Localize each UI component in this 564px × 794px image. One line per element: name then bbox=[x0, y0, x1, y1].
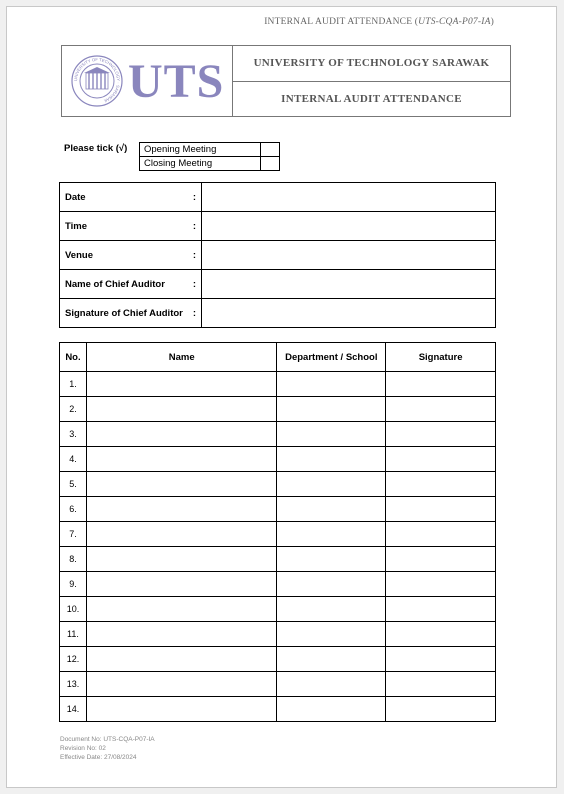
signature-cell[interactable] bbox=[386, 547, 496, 572]
department-cell[interactable] bbox=[277, 622, 386, 647]
date-field[interactable] bbox=[202, 183, 496, 212]
table-row bbox=[60, 697, 496, 722]
row-number: 5. bbox=[60, 472, 87, 497]
name-cell[interactable] bbox=[86, 372, 276, 397]
row-number: 3. bbox=[60, 422, 87, 447]
no-column-header: No. bbox=[60, 343, 87, 372]
meeting-option-row bbox=[140, 143, 280, 157]
signature-cell[interactable] bbox=[386, 422, 496, 447]
info-row-chief-auditor-name bbox=[60, 270, 496, 299]
chief-auditor-name-field[interactable] bbox=[202, 270, 496, 299]
chief-auditor-signature-label: Signature of Chief Auditor bbox=[65, 307, 183, 319]
info-row-time bbox=[60, 212, 496, 241]
department-cell[interactable] bbox=[277, 697, 386, 722]
department-cell[interactable] bbox=[277, 372, 386, 397]
effective-date: Effective Date: 27/08/2024 bbox=[60, 754, 137, 761]
row-number: 9. bbox=[60, 572, 87, 597]
name-cell[interactable] bbox=[86, 672, 276, 697]
table-row bbox=[60, 547, 496, 572]
document-reference: INTERNAL AUDIT ATTENDANCE (UTS-CQA-P07-IA) bbox=[264, 17, 494, 27]
time-label: Time bbox=[65, 220, 88, 232]
document-page bbox=[6, 6, 557, 788]
signature-cell[interactable] bbox=[386, 372, 496, 397]
title-cell bbox=[233, 46, 510, 116]
opening-meeting-label: Opening Meeting bbox=[140, 143, 261, 157]
department-cell[interactable] bbox=[277, 647, 386, 672]
name-cell[interactable] bbox=[86, 522, 276, 547]
department-cell[interactable] bbox=[277, 522, 386, 547]
document-number: Document No: UTS-CQA-P07-IA bbox=[60, 736, 155, 743]
signature-cell[interactable] bbox=[386, 522, 496, 547]
revision-number: Revision No: 02 bbox=[60, 745, 106, 752]
name-column-header: Name bbox=[86, 343, 276, 372]
colon: : bbox=[192, 278, 196, 290]
opening-meeting-checkbox[interactable] bbox=[261, 143, 280, 157]
colon: : bbox=[192, 307, 196, 319]
name-cell[interactable] bbox=[86, 422, 276, 447]
row-number: 8. bbox=[60, 547, 87, 572]
form-title: INTERNAL AUDIT ATTENDANCE bbox=[281, 92, 462, 105]
document-footer bbox=[60, 735, 155, 762]
colon: : bbox=[192, 191, 196, 203]
row-number: 7. bbox=[60, 522, 87, 547]
uts-logo: UTS bbox=[128, 55, 225, 108]
seal-text: UNIVERSITY OF TECHNOLOGY · SARAWAK bbox=[72, 56, 122, 104]
row-number: 2. bbox=[60, 397, 87, 422]
table-row bbox=[60, 372, 496, 397]
row-number: 6. bbox=[60, 497, 87, 522]
colon: : bbox=[192, 220, 196, 232]
row-number: 10. bbox=[60, 597, 87, 622]
chief-auditor-signature-field[interactable] bbox=[202, 299, 496, 328]
attendance-table bbox=[59, 342, 496, 722]
signature-cell[interactable] bbox=[386, 697, 496, 722]
department-cell[interactable] bbox=[277, 447, 386, 472]
signature-cell[interactable] bbox=[386, 672, 496, 697]
table-row bbox=[60, 647, 496, 672]
time-field[interactable] bbox=[202, 212, 496, 241]
table-row bbox=[60, 597, 496, 622]
department-cell[interactable] bbox=[277, 472, 386, 497]
audit-info-table bbox=[59, 182, 496, 328]
name-cell[interactable] bbox=[86, 447, 276, 472]
department-cell[interactable] bbox=[277, 397, 386, 422]
header-box bbox=[61, 45, 511, 117]
name-cell[interactable] bbox=[86, 697, 276, 722]
department-cell[interactable] bbox=[277, 422, 386, 447]
table-row bbox=[60, 397, 496, 422]
table-row bbox=[60, 622, 496, 647]
table-row bbox=[60, 472, 496, 497]
document-code: UTS-CQA-P07-IA bbox=[418, 17, 491, 27]
table-row bbox=[60, 447, 496, 472]
signature-cell[interactable] bbox=[386, 447, 496, 472]
row-number: 4. bbox=[60, 447, 87, 472]
signature-cell[interactable] bbox=[386, 472, 496, 497]
signature-cell[interactable] bbox=[386, 497, 496, 522]
table-row bbox=[60, 522, 496, 547]
colon: : bbox=[192, 249, 196, 261]
closing-meeting-label: Closing Meeting bbox=[140, 157, 261, 171]
row-number: 12. bbox=[60, 647, 87, 672]
row-number: 14. bbox=[60, 697, 87, 722]
name-cell[interactable] bbox=[86, 497, 276, 522]
date-label: Date bbox=[65, 191, 86, 203]
department-cell[interactable] bbox=[277, 497, 386, 522]
table-row bbox=[60, 422, 496, 447]
info-row-chief-auditor-signature bbox=[60, 299, 496, 328]
table-row bbox=[60, 497, 496, 522]
row-number: 1. bbox=[60, 372, 87, 397]
name-cell[interactable] bbox=[86, 647, 276, 672]
logo-cell bbox=[62, 46, 233, 116]
tick-instruction: Please tick (√) bbox=[64, 143, 128, 154]
signature-cell[interactable] bbox=[386, 572, 496, 597]
chief-auditor-name-label: Name of Chief Auditor bbox=[65, 278, 165, 290]
department-cell[interactable] bbox=[277, 547, 386, 572]
department-cell[interactable] bbox=[277, 672, 386, 697]
closing-meeting-checkbox[interactable] bbox=[261, 157, 280, 171]
department-column-header: Department / School bbox=[277, 343, 386, 372]
attendance-header-row bbox=[60, 343, 496, 372]
signature-cell[interactable] bbox=[386, 597, 496, 622]
name-cell[interactable] bbox=[86, 572, 276, 597]
table-row bbox=[60, 572, 496, 597]
venue-label: Venue bbox=[65, 249, 93, 261]
name-cell[interactable] bbox=[86, 397, 276, 422]
name-cell[interactable] bbox=[86, 547, 276, 572]
row-number: 13. bbox=[60, 672, 87, 697]
table-row bbox=[60, 672, 496, 697]
signature-column-header: Signature bbox=[386, 343, 496, 372]
name-cell[interactable] bbox=[86, 597, 276, 622]
signature-cell[interactable] bbox=[386, 397, 496, 422]
venue-field[interactable] bbox=[202, 241, 496, 270]
name-cell[interactable] bbox=[86, 622, 276, 647]
university-name: UNIVERSITY OF TECHNOLOGY SARAWAK bbox=[233, 46, 510, 82]
signature-cell[interactable] bbox=[386, 622, 496, 647]
info-row-date bbox=[60, 183, 496, 212]
name-cell[interactable] bbox=[86, 472, 276, 497]
department-cell[interactable] bbox=[277, 597, 386, 622]
row-number: 11. bbox=[60, 622, 87, 647]
meeting-type-table bbox=[139, 142, 280, 171]
department-cell[interactable] bbox=[277, 572, 386, 597]
signature-cell[interactable] bbox=[386, 647, 496, 672]
university-seal-icon bbox=[71, 55, 123, 107]
meeting-option-row bbox=[140, 157, 280, 171]
info-row-venue bbox=[60, 241, 496, 270]
